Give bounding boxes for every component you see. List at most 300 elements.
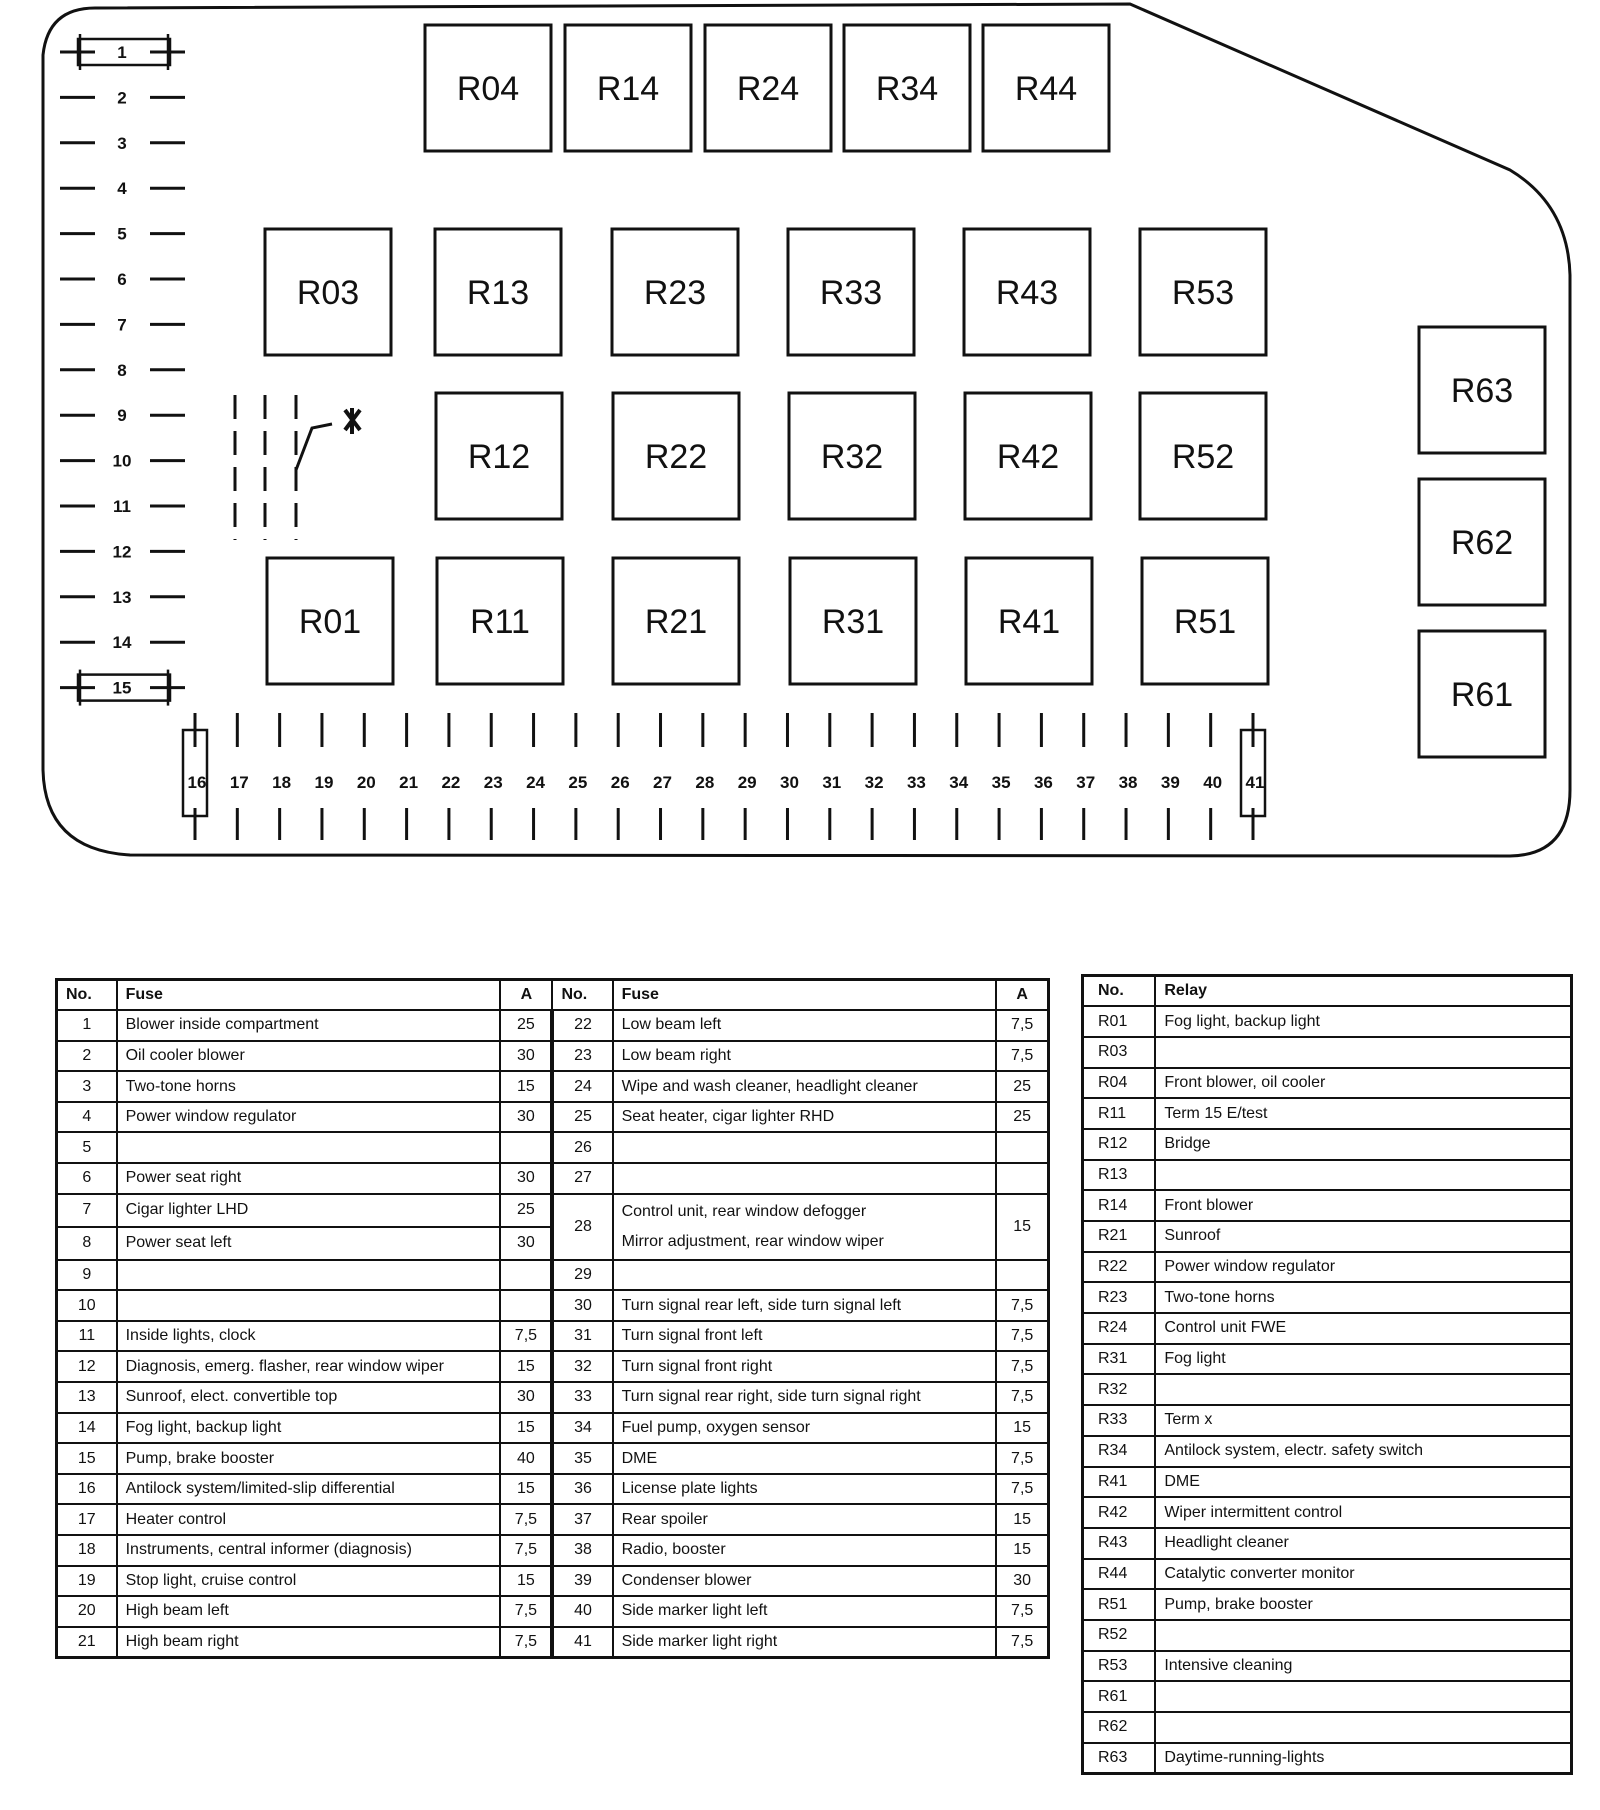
fuse-amperage: 7,5: [500, 1504, 552, 1535]
fuse-amperage: 15: [500, 1474, 552, 1505]
fuse-amperage: 25: [996, 1071, 1048, 1102]
fuse-7: [60, 315, 185, 334]
relay-no: R43: [1083, 1528, 1156, 1559]
fuse-table-row: [57, 1260, 1049, 1291]
relay-label: R03: [296, 274, 360, 312]
relay-description: Antilock system, electr. safety switch: [1155, 1436, 1571, 1467]
relay-table-row: [1083, 1221, 1572, 1252]
relay-table-row: [1083, 1467, 1572, 1498]
header-no: No.: [552, 980, 612, 1011]
fuse-number: 26: [610, 773, 630, 792]
fuse-table-row: [57, 1194, 1049, 1227]
fuse-table-row: [57, 1132, 1049, 1163]
relay-table-row: [1083, 1712, 1572, 1743]
fuse-5: [60, 225, 185, 244]
fuse-34: [949, 713, 968, 840]
fuse-number: 7: [117, 315, 127, 335]
relay-r41: [966, 558, 1092, 684]
relay-label: R44: [1014, 70, 1078, 108]
relay-r63: [1419, 327, 1545, 453]
fuse-table-row: [57, 1041, 1049, 1072]
fuse-description: License plate lights: [613, 1474, 997, 1505]
fuse-25: [568, 713, 587, 840]
fuse-amperage: 7,5: [500, 1627, 552, 1658]
relay-table-row: [1083, 1068, 1572, 1099]
fuse-15: [60, 670, 185, 706]
fuse-table-row: [57, 1351, 1049, 1382]
fuse-number: 31: [822, 773, 842, 792]
fuse-no: 32: [552, 1351, 612, 1382]
relay-table-row: [1083, 1160, 1572, 1191]
fuse-40: [1203, 713, 1222, 840]
fuse-32: [865, 713, 884, 840]
fuse-number: 1: [117, 43, 127, 62]
relay-description: DME: [1155, 1467, 1571, 1498]
relay-description: Two-tone horns: [1155, 1282, 1571, 1313]
fuse-30: [780, 713, 799, 840]
fuse-no: 24: [552, 1071, 612, 1102]
fuse-amperage: 7,5: [996, 1382, 1048, 1413]
relay-no: R44: [1083, 1559, 1156, 1590]
fuse-no: 29: [552, 1260, 612, 1291]
fuse-amperage: [996, 1132, 1048, 1163]
relay-r11: [437, 558, 563, 684]
fuse-table-row: [57, 1413, 1049, 1444]
fuse-description: Fuel pump, oxygen sensor: [613, 1413, 997, 1444]
relay-table-row: [1083, 1436, 1572, 1467]
relay-description: Sunroof: [1155, 1221, 1571, 1252]
relay-label: R51: [1173, 603, 1237, 641]
fuse-number: 2: [117, 88, 127, 108]
fuse-description: Blower inside compartment: [117, 1010, 501, 1041]
header-relay: Relay: [1155, 976, 1571, 1007]
relay-no: R31: [1083, 1344, 1156, 1375]
relay-label: R14: [596, 70, 660, 108]
fuse-33: [907, 713, 926, 840]
relay-label: R62: [1450, 524, 1514, 562]
fuse-no: 17: [57, 1504, 117, 1535]
relay-label: R32: [820, 438, 884, 476]
fuse-no: 38: [552, 1535, 612, 1566]
fuse-description: Power seat left: [117, 1227, 501, 1260]
header-amp: A: [500, 980, 552, 1011]
fuse-table-row: [57, 1443, 1049, 1474]
fuse-number: 29: [737, 773, 757, 792]
relay-no: R04: [1083, 1068, 1156, 1099]
relay-description: Wiper intermittent control: [1155, 1497, 1571, 1528]
relay-r04: [425, 25, 551, 151]
fuse-no: 40: [552, 1596, 612, 1627]
relay-r53: [1140, 229, 1266, 355]
fuse-description: Turn signal rear right, side turn signal right: [613, 1382, 997, 1413]
fuse-number: 24: [526, 773, 546, 792]
fuse-description: Sunroof, elect. convertible top: [117, 1382, 501, 1413]
relay-label: R22: [644, 438, 708, 476]
fuse-8: [60, 361, 185, 380]
fuse-number: 13: [112, 587, 132, 607]
fuse-description: Power window regulator: [117, 1102, 501, 1133]
relay-description: Intensive cleaning: [1155, 1651, 1571, 1682]
bridge-symbol: [235, 395, 360, 540]
fuse-6: [60, 270, 185, 289]
relay-r24: [705, 25, 831, 151]
relay-table-row: [1083, 1559, 1572, 1590]
relay-r43: [964, 229, 1090, 355]
fuse-amperage: [500, 1132, 552, 1163]
fuse-description: High beam right: [117, 1627, 501, 1658]
fuse-description: [117, 1132, 501, 1163]
fuse-31: [822, 713, 841, 840]
relay-no: R13: [1083, 1160, 1156, 1191]
fuse-amperage: 30: [500, 1227, 552, 1260]
relay-no: R53: [1083, 1651, 1156, 1682]
fuse-amperage: 7,5: [996, 1290, 1048, 1321]
fuse-no: 34: [552, 1413, 612, 1444]
relay-description: [1155, 1681, 1571, 1712]
fuse-no: 10: [57, 1290, 117, 1321]
relay-table-row: [1083, 1743, 1572, 1774]
fuse-no: 35: [552, 1443, 612, 1474]
fuse-12: [60, 542, 185, 561]
fuse-no: 18: [57, 1535, 117, 1566]
fuse-number: 34: [949, 773, 969, 792]
relay-table-row: [1083, 1651, 1572, 1682]
fuse-number: 39: [1160, 773, 1180, 792]
relay-label: R24: [736, 70, 800, 108]
fuse-36: [1034, 713, 1053, 840]
fuse-no: 2: [57, 1041, 117, 1072]
fuse-no: 22: [552, 1010, 612, 1041]
relay-label: R33: [819, 274, 883, 312]
fuse-description: [613, 1194, 997, 1260]
fuse-amperage: 25: [500, 1194, 552, 1227]
fuse-35: [992, 713, 1011, 840]
fuse-description: [117, 1260, 501, 1291]
fuse-table-row: [57, 1566, 1049, 1597]
relay-r51: [1142, 558, 1268, 684]
relay-label: R52: [1171, 438, 1235, 476]
relay-no: R14: [1083, 1190, 1156, 1221]
fuse-amperage: 15: [500, 1566, 552, 1597]
fuse-no: 11: [57, 1321, 117, 1352]
fuse-29: [738, 713, 757, 840]
fuse-no: 19: [57, 1566, 117, 1597]
fuse-no: 33: [552, 1382, 612, 1413]
relay-table-row: [1083, 1098, 1572, 1129]
fuse-description: Turn signal rear left, side turn signal left: [613, 1290, 997, 1321]
relay-r21: [613, 558, 739, 684]
relay-no: R21: [1083, 1221, 1156, 1252]
fuse-number: 32: [864, 773, 884, 792]
fuse-table-row: [57, 1071, 1049, 1102]
fuse-number: 12: [112, 542, 132, 562]
fuse-amperage: 7,5: [996, 1041, 1048, 1072]
fuse-11: [60, 497, 185, 516]
header-amp: A: [996, 980, 1048, 1011]
relay-table: [1081, 974, 1573, 1775]
relay-description: [1155, 1160, 1571, 1191]
relay-table-row: [1083, 1037, 1572, 1068]
fuse-table-row: [57, 1290, 1049, 1321]
relay-description: Fog light: [1155, 1344, 1571, 1375]
fuse-description: Turn signal front right: [613, 1351, 997, 1382]
fuse-amperage: 7,5: [996, 1443, 1048, 1474]
relay-description: Pump, brake booster: [1155, 1589, 1571, 1620]
fuse-no: 23: [552, 1041, 612, 1072]
fuse-amperage: 7,5: [500, 1321, 552, 1352]
fuse-no: 21: [57, 1627, 117, 1658]
fuse-description: Low beam left: [613, 1010, 997, 1041]
fuse-amperage: 30: [996, 1566, 1048, 1597]
relay-label: R43: [995, 274, 1059, 312]
relay-no: R41: [1083, 1467, 1156, 1498]
fuse-no: 16: [57, 1474, 117, 1505]
relay-label: R01: [298, 603, 362, 641]
fuse-number: 16: [187, 773, 207, 792]
fuse-no: 41: [552, 1627, 612, 1658]
fuse-number: 3: [117, 133, 127, 153]
relay-description: [1155, 1374, 1571, 1405]
relay-no: R63: [1083, 1743, 1156, 1774]
fuse-description: Fog light, backup light: [117, 1413, 501, 1444]
fuse-18: [272, 713, 291, 840]
relay-description: Term x: [1155, 1405, 1571, 1436]
relay-table-row: [1083, 1497, 1572, 1528]
fuse-no: 20: [57, 1596, 117, 1627]
fuse-number: 28: [695, 773, 715, 792]
relay-table-row: [1083, 1620, 1572, 1651]
fuse-no: 4: [57, 1102, 117, 1133]
fuse-amperage: 7,5: [500, 1535, 552, 1566]
fuse-number: 4: [117, 179, 127, 199]
fuse-table: [55, 978, 1050, 1659]
relay-label: R21: [644, 603, 708, 641]
fuse-number: 14: [112, 633, 132, 653]
header-no: No.: [1083, 976, 1156, 1007]
fuse-description: Oil cooler blower: [117, 1041, 501, 1072]
relay-no: R34: [1083, 1436, 1156, 1467]
relay-r22: [613, 393, 739, 519]
fuse-24: [526, 713, 545, 840]
fuse-no: 6: [57, 1163, 117, 1194]
fuse-description: [613, 1260, 997, 1291]
relay-no: R22: [1083, 1252, 1156, 1283]
fuse-3: [60, 134, 185, 153]
fuse-no: 3: [57, 1071, 117, 1102]
header-no: No.: [57, 980, 117, 1011]
relay-description: Term 15 E/test: [1155, 1098, 1571, 1129]
fuse-13: [60, 588, 185, 607]
fuse-amperage: 15: [500, 1071, 552, 1102]
relay-r03: [265, 229, 391, 355]
fuse-no: 12: [57, 1351, 117, 1382]
relay-no: R33: [1083, 1405, 1156, 1436]
relay-r61: [1419, 631, 1545, 757]
fuse-number: 27: [653, 773, 672, 792]
fuse-number: 23: [483, 773, 503, 792]
fuse-no: 1: [57, 1010, 117, 1041]
relay-table-row: [1083, 1006, 1572, 1037]
relay-no: R01: [1083, 1006, 1156, 1037]
fuse-amperage: 7,5: [996, 1321, 1048, 1352]
relay-no: R23: [1083, 1282, 1156, 1313]
fuse-table-row: [57, 1504, 1049, 1535]
fuse-description: Heater control: [117, 1504, 501, 1535]
fuse-table-row: [57, 1163, 1049, 1194]
fuse-no: 27: [552, 1163, 612, 1194]
fuse-no: 31: [552, 1321, 612, 1352]
fuse-no: 28: [552, 1194, 612, 1260]
relay-table-row: [1083, 1282, 1572, 1313]
fuse-amperage: 7,5: [996, 1596, 1048, 1627]
relay-no: R32: [1083, 1374, 1156, 1405]
relay-r13: [435, 229, 561, 355]
fuse-amperage: 15: [500, 1351, 552, 1382]
fuse-description: Inside lights, clock: [117, 1321, 501, 1352]
fuse-number: 8: [117, 360, 127, 380]
fuse-no: 36: [552, 1474, 612, 1505]
fuse-27: [653, 713, 672, 840]
relay-description: Catalytic converter monitor: [1155, 1559, 1571, 1590]
fuse-description-line: Control unit, rear window defogger: [621, 1202, 867, 1220]
relay-table-row: [1083, 1374, 1572, 1405]
fuse-description: Radio, booster: [613, 1535, 997, 1566]
fuse-number: 36: [1033, 773, 1053, 792]
fuse-amperage: 7,5: [996, 1627, 1048, 1658]
relay-description: Headlight cleaner: [1155, 1528, 1571, 1559]
fuse-amperage: 15: [500, 1413, 552, 1444]
fuse-number: 30: [780, 773, 799, 792]
relay-r01: [267, 558, 393, 684]
fuse-17: [230, 713, 249, 840]
fuse-10: [60, 452, 185, 471]
relay-r12: [436, 393, 562, 519]
relay-table-header: [1083, 976, 1572, 1007]
fuse-amperage: 30: [500, 1041, 552, 1072]
fuse-4: [60, 179, 185, 198]
fuse-description: Turn signal front left: [613, 1321, 997, 1352]
fuse-amperage: 7,5: [500, 1596, 552, 1627]
fuse-number: 6: [117, 270, 127, 289]
relay-label: R13: [466, 274, 530, 312]
relay-description: [1155, 1037, 1571, 1068]
relay-description: Bridge: [1155, 1129, 1571, 1160]
relay-label: R31: [821, 603, 885, 641]
fuse-description: Seat heater, cigar lighter RHD: [613, 1102, 997, 1133]
fuse-no: 14: [57, 1413, 117, 1444]
relay-no: R62: [1083, 1712, 1156, 1743]
fuse-number: 20: [356, 773, 376, 792]
relay-r62: [1419, 479, 1545, 605]
relay-label: R04: [456, 70, 520, 108]
fuse-description: Rear spoiler: [613, 1504, 997, 1535]
fuse-amperage: 25: [996, 1102, 1048, 1133]
fuse-amperage: [996, 1260, 1048, 1291]
fuse-amperage: [500, 1290, 552, 1321]
relay-description: Daytime-running-lights: [1155, 1743, 1571, 1774]
fuse-table-row: [57, 1474, 1049, 1505]
relay-label: R12: [467, 438, 531, 476]
relay-r42: [965, 393, 1091, 519]
relay-table-row: [1083, 1313, 1572, 1344]
relay-label: R41: [997, 603, 1061, 641]
fuse-number: 17: [229, 773, 249, 792]
fuse-amperage: 7,5: [996, 1010, 1048, 1041]
fuse-amperage: 7,5: [996, 1351, 1048, 1382]
relay-table-row: [1083, 1252, 1572, 1283]
fuse-20: [357, 713, 376, 840]
fuse-amperage: [500, 1260, 552, 1291]
fuse-16: [183, 713, 207, 840]
fuse-amperage: 7,5: [996, 1474, 1048, 1505]
fuse-number: 37: [1076, 773, 1096, 792]
fuse-description: Instruments, central informer (diagnosis): [117, 1535, 501, 1566]
fuse-41: [1241, 713, 1265, 840]
fuse-26: [611, 713, 630, 840]
fuse-no: 30: [552, 1290, 612, 1321]
relay-table-row: [1083, 1190, 1572, 1221]
relay-description: Fog light, backup light: [1155, 1006, 1571, 1037]
fuse-box-diagram: [0, 0, 1600, 870]
fuse-table-row: [57, 1596, 1049, 1627]
relay-table-row: [1083, 1528, 1572, 1559]
fuse-description: Condenser blower: [613, 1566, 997, 1597]
fuse-23: [484, 713, 503, 840]
fuse-amperage: 30: [500, 1102, 552, 1133]
header-fuse: Fuse: [117, 980, 501, 1011]
fuse-description: Two-tone horns: [117, 1071, 501, 1102]
relay-table-row: [1083, 1405, 1572, 1436]
relay-table-row: [1083, 1344, 1572, 1375]
fuse-description: Wipe and wash cleaner, headlight cleaner: [613, 1071, 997, 1102]
fuse-table-row: [57, 1382, 1049, 1413]
fuse-no: 15: [57, 1443, 117, 1474]
fuse-table-row: [57, 1627, 1049, 1658]
fuse-number: 25: [568, 773, 588, 792]
fuse-number: 33: [906, 773, 926, 792]
fuse-description: [117, 1290, 501, 1321]
fuse-amperage: 15: [996, 1535, 1048, 1566]
fuse-table-row: [57, 1102, 1049, 1133]
relay-no: R42: [1083, 1497, 1156, 1528]
relay-label: R61: [1450, 676, 1514, 714]
fuse-39: [1161, 713, 1180, 840]
fuse-19: [314, 713, 333, 840]
relay-no: R61: [1083, 1681, 1156, 1712]
fuse-number: 22: [441, 773, 461, 792]
relay-table-row: [1083, 1129, 1572, 1160]
fuse-description: DME: [613, 1443, 997, 1474]
fuse-description: Antilock system/limited-slip differential: [117, 1474, 501, 1505]
fuse-no: 7: [57, 1194, 117, 1227]
relay-no: R24: [1083, 1313, 1156, 1344]
fuse-description: Pump, brake booster: [117, 1443, 501, 1474]
fuse-description: Side marker light left: [613, 1596, 997, 1627]
fuse-amperage: 15: [996, 1194, 1048, 1260]
fuse-9: [60, 406, 185, 425]
fuse-description-line: Mirror adjustment, rear window wiper: [621, 1232, 884, 1250]
fuse-description: Cigar lighter LHD: [117, 1194, 501, 1227]
fuse-description: Low beam right: [613, 1041, 997, 1072]
fuse-table-header: [57, 980, 1049, 1011]
fuse-number: 11: [113, 497, 131, 516]
relay-label: R63: [1450, 372, 1514, 410]
relay-r52: [1140, 393, 1266, 519]
fuse-amperage: 15: [996, 1504, 1048, 1535]
relay-description: Power window regulator: [1155, 1252, 1571, 1283]
fuse-38: [1119, 713, 1138, 840]
fuse-description: Stop light, cruise control: [117, 1566, 501, 1597]
